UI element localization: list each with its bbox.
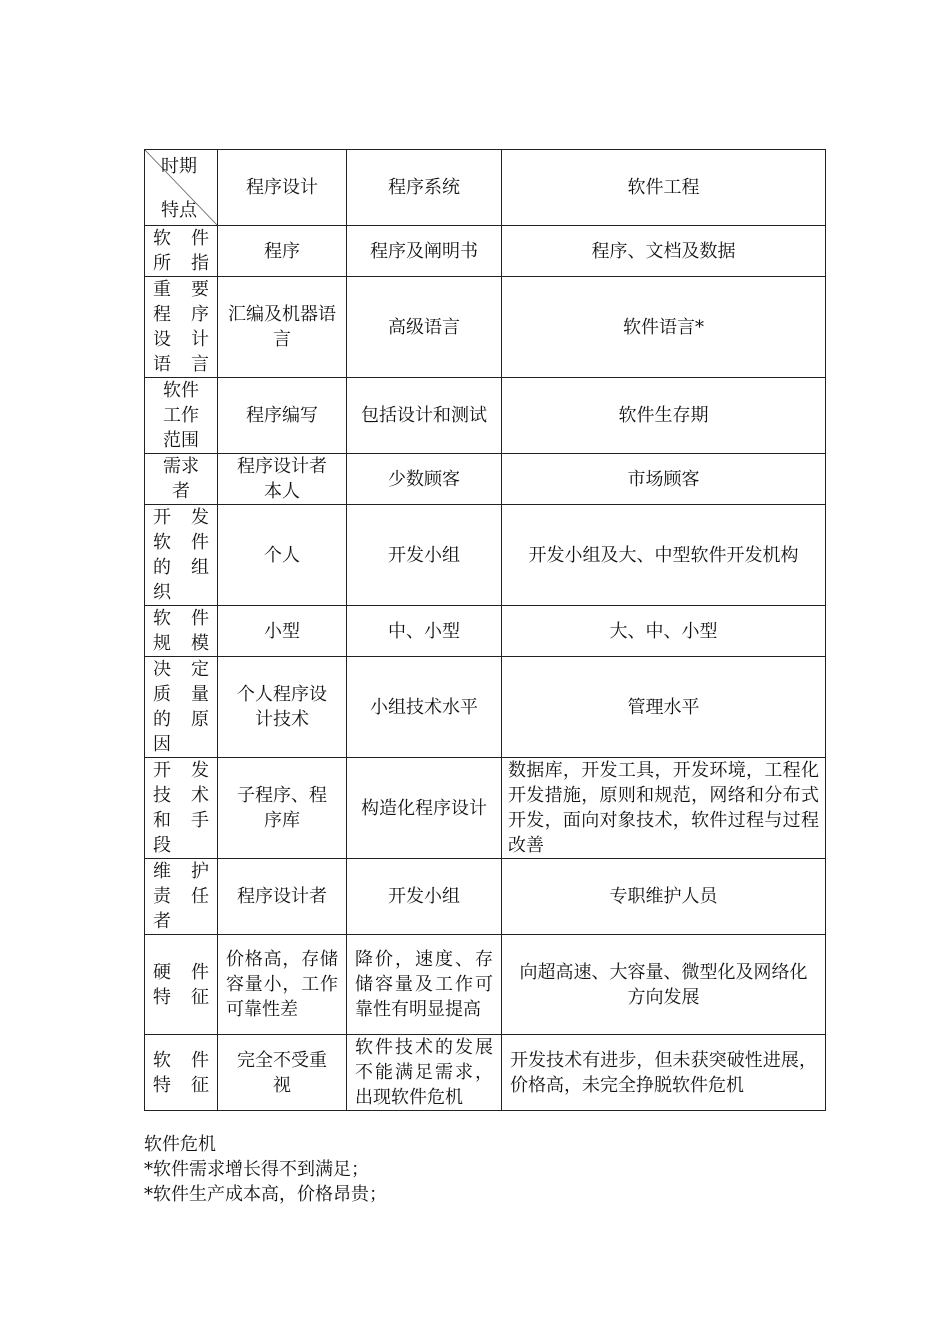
comparison-table	[144, 149, 826, 1111]
table-row	[145, 758, 826, 859]
table-cell: 大、中、小型	[502, 606, 826, 657]
table-cell: 子程序、程序库	[218, 758, 347, 859]
table-cell: 数据库，开发工具，开发环境，工程化开发措施，原则和规范，网络和分布式开发，面向对象技术，软件过程与过程改善	[502, 758, 826, 859]
column-header: 程序设计	[218, 150, 347, 226]
table-cell: 中、小型	[347, 606, 502, 657]
row-header: 软 件 规模	[145, 606, 218, 657]
header-row	[145, 150, 826, 226]
row-header: 维 护 责 任 者	[145, 859, 218, 935]
table-cell: 降价，速度、存储容量及工作可靠性有明显提高	[347, 935, 502, 1035]
table-cell: 专职维护人员	[502, 859, 826, 935]
table-row	[145, 277, 826, 378]
table-cell: 个人程序设计技术	[218, 657, 347, 758]
row-header: 软 件 特征	[145, 1035, 218, 1111]
table-cell: 小型	[218, 606, 347, 657]
table-row	[145, 378, 826, 454]
table-cell: 程序	[218, 226, 347, 277]
row-header: 软件工作范围	[145, 378, 218, 454]
table-cell: 构造化程序设计	[347, 758, 502, 859]
table-cell: 个人	[218, 505, 347, 606]
table-cell: 程序设计者	[218, 859, 347, 935]
row-header: 决 定 质 量 的 原 因	[145, 657, 218, 758]
row-header: 开 发 技 术 和 手 段	[145, 758, 218, 859]
table-cell: 完全不受重视	[218, 1035, 347, 1111]
notes-section	[144, 1132, 387, 1207]
corner-bottom-label: 特点	[161, 200, 197, 221]
table-cell: 小组技术水平	[347, 657, 502, 758]
table-row	[145, 505, 826, 606]
notes-title: 软件危机	[144, 1134, 216, 1155]
table-row	[145, 226, 826, 277]
table-row	[145, 454, 826, 505]
table-cell: 开发小组	[347, 505, 502, 606]
table-cell: 开发小组	[347, 859, 502, 935]
corner-top-label: 时期	[161, 156, 197, 177]
table-row	[145, 657, 826, 758]
row-header: 需求者	[145, 454, 218, 505]
table-cell: 软件语言*	[502, 277, 826, 378]
row-header: 软 件 所指	[145, 226, 218, 277]
table-cell: 价格高，存储容量小，工作可靠性差	[218, 935, 347, 1035]
table-cell: 管理水平	[502, 657, 826, 758]
note-item: *软件生产成本高，价格昂贵；	[144, 1184, 387, 1205]
table-row	[145, 935, 826, 1035]
table-cell: 开发技术有进步，但未获突破性进展，价格高，未完全挣脱软件危机	[502, 1035, 826, 1111]
table-cell: 程序设计者本人	[218, 454, 347, 505]
table-row	[145, 1035, 826, 1111]
table-cell: 程序及阐明书	[347, 226, 502, 277]
table-cell: 包括设计和测试	[347, 378, 502, 454]
column-header: 软件工程	[502, 150, 826, 226]
table-cell: 汇编及机器语言	[218, 277, 347, 378]
table-cell: 市场顾客	[502, 454, 826, 505]
table-cell: 少数顾客	[347, 454, 502, 505]
table-cell: 软件技术的发展不能满足需求，出现软件危机	[347, 1035, 502, 1111]
table-cell: 高级语言	[347, 277, 502, 378]
table-cell: 软件生存期	[502, 378, 826, 454]
table-cell: 程序、文档及数据	[502, 226, 826, 277]
column-header: 程序系统	[347, 150, 502, 226]
note-item: *软件需求增长得不到满足；	[144, 1159, 369, 1180]
row-header: 开 发 软 件 的 组 织	[145, 505, 218, 606]
table-cell: 程序编写	[218, 378, 347, 454]
table-row	[145, 606, 826, 657]
table-cell: 向超高速、大容量、微型化及网络化方向发展	[502, 935, 826, 1035]
table-cell: 开发小组及大、中型软件开发机构	[502, 505, 826, 606]
corner-header-cell	[145, 150, 218, 226]
row-header: 重 要 程 序 设 计 语言	[145, 277, 218, 378]
row-header: 硬 件 特征	[145, 935, 218, 1035]
table-row	[145, 859, 826, 935]
